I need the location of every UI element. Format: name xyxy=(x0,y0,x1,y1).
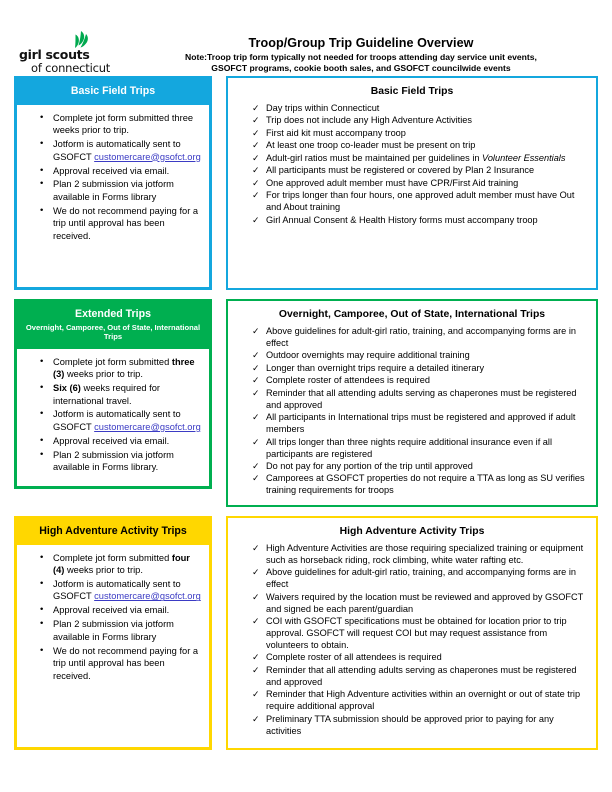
list-item-suffix: weeks required for international travel. xyxy=(53,383,160,406)
email-link[interactable]: customercare@gsofct.org xyxy=(94,591,201,602)
list-item: ✓ For trips longer than four hours, one approved adult member must have Out and About training xyxy=(266,190,588,214)
page-note-line2: GSOFCT programs, cookie booth sales, and GSOFCT councilwide events xyxy=(211,63,511,73)
detail-check-list xyxy=(236,103,588,227)
summary-card-body xyxy=(17,349,209,486)
page-note xyxy=(132,52,590,74)
list-item: ✓ All participants in International trips must be registered and approved if adult members xyxy=(266,412,588,436)
list-item xyxy=(53,356,201,381)
guideline-row-basic xyxy=(14,76,598,290)
list-item-bold: Six (6) xyxy=(53,383,81,394)
list-item: ✓ Day trips within Connecticut xyxy=(266,103,588,115)
detail-column-high-adventure xyxy=(226,516,598,750)
list-item: • Approval received via email. xyxy=(53,604,201,616)
list-item: ✓ All trips longer than three nights require additional insurance even if all participants are registered xyxy=(266,437,588,461)
list-item: • We do not recommend paying for a trip until approval has been received. xyxy=(53,205,201,242)
list-item-text: Jotform is automatically sent to GSOFCT xyxy=(53,578,181,602)
list-item: ✓ Trip does not include any High Adventure Activities xyxy=(266,115,588,127)
list-item-bold: three (3) xyxy=(53,356,195,380)
column-gap xyxy=(212,76,226,290)
summary-card-body xyxy=(17,545,209,747)
list-item: ✓ Preliminary TTA submission should be approved prior to paying for any activities xyxy=(266,714,588,738)
list-item: ✓ One approved adult member must have CPR/First Aid training xyxy=(266,178,588,190)
volunteer-essentials-emphasis: Volunteer Essentials xyxy=(482,152,566,163)
brand-logo xyxy=(14,30,132,76)
summary-card-body xyxy=(17,105,209,287)
list-item: ✓ Outdoor overnights may require additional training xyxy=(266,350,588,362)
summary-column-high-adventure xyxy=(14,516,212,750)
list-item: ✓ Above guidelines for adult-girl ratio, training, and accompanying forms are in effect xyxy=(266,326,588,350)
page-title: Troop/Group Trip Guideline Overview xyxy=(248,36,474,50)
list-item: • Plan 2 submission via jotform available in Forms library. xyxy=(53,449,201,474)
column-gap xyxy=(212,516,226,750)
list-item: ✓ Complete roster of all attendees is required xyxy=(266,652,588,664)
list-item: ✓ Complete roster of attendees is required xyxy=(266,375,588,387)
summary-card-title: Extended Trips xyxy=(75,308,151,320)
list-item: ✓ First aid kit must accompany troop xyxy=(266,128,588,140)
list-item xyxy=(53,382,201,407)
email-link[interactable]: customercare@gsofct.org xyxy=(94,151,201,162)
summary-card-title: High Adventure Activity Trips xyxy=(39,524,187,537)
detail-card-extended xyxy=(226,299,598,507)
list-item: ✓ Waivers required by the location must be reviewed and approved by GSOFCT and signed be each parent/guardian xyxy=(266,592,588,616)
list-item: ✓ Above guidelines for adult-girl ratio, training, and accompanying forms are in effect xyxy=(266,567,588,591)
summary-card-subtitle: Overnight, Camporee, Out of State, International Trips xyxy=(25,322,201,342)
list-item xyxy=(53,138,201,163)
list-item: ✓ High Adventure Activities are those requiring specialized training or equipment such as horseback riding, rock climbing, white water rafting etc. xyxy=(266,543,588,567)
list-item: • Approval received via email. xyxy=(53,435,201,447)
guideline-row-high-adventure xyxy=(14,516,598,750)
list-item-prefix: Complete jot form submitted xyxy=(53,552,172,563)
list-item: • Plan 2 submission via jotform available in Forms library xyxy=(53,178,201,203)
detail-card-title: High Adventure Activity Trips xyxy=(339,525,485,537)
summary-bullet-list xyxy=(25,356,201,474)
summary-card-high-adventure xyxy=(14,516,212,750)
summary-card-extended xyxy=(14,299,212,489)
summary-card-basic xyxy=(14,76,212,290)
list-item: ✓ Girl Annual Consent & Health History forms must accompany troop xyxy=(266,215,588,227)
email-link[interactable]: customercare@gsofct.org xyxy=(94,421,201,432)
summary-card-header-extended xyxy=(17,302,209,349)
detail-column-basic xyxy=(226,76,598,290)
list-item: ✓ At least one troop co-leader must be present on trip xyxy=(266,140,588,152)
list-item: ✓ All participants must be registered or covered by Plan 2 Insurance xyxy=(266,165,588,177)
brand-name-line2: of connecticut xyxy=(31,61,111,76)
list-item: ✓ Longer than overnight trips require a detailed itinerary xyxy=(266,363,588,375)
summary-bullet-list xyxy=(25,112,201,243)
list-item xyxy=(53,578,201,603)
summary-card-header-high-adventure xyxy=(17,519,209,545)
list-item: ✓ Reminder that all attending adults serving as chaperones must be registered and approved xyxy=(266,665,588,689)
list-item: • Plan 2 submission via jotform available in Forms library xyxy=(53,618,201,643)
detail-check-list xyxy=(236,543,588,738)
guideline-table xyxy=(0,76,612,750)
list-item-suffix: weeks prior to trip. xyxy=(64,369,143,380)
summary-column-extended xyxy=(14,299,212,507)
summary-column-basic xyxy=(14,76,212,290)
list-item: ✓ Do not pay for any portion of the trip until approved xyxy=(266,461,588,473)
page-note-line1: Note:Troop trip form typically not needed for troops attending day service unit events, xyxy=(185,52,537,62)
summary-card-header-basic xyxy=(17,79,209,105)
brand-wordmark xyxy=(19,48,110,74)
list-item: ✓ COI with GSOFCT specifications must be obtained for location prior to trip approval. GSOFCT will request COI but may request assistance from volunteers to obtain. xyxy=(266,616,588,652)
list-item: ✓ Camporees at GSOFCT properties do not require a TTA as long as SU verifies training requirements for troops xyxy=(266,473,588,497)
list-item-bold: four (4) xyxy=(53,552,190,575)
list-item xyxy=(53,408,201,433)
detail-column-extended xyxy=(226,299,598,507)
list-item: • Approval received via email. xyxy=(53,165,201,177)
list-item: ✓ Reminder that High Adventure activities within an overnight or out of state trip require additional approval xyxy=(266,689,588,713)
list-item: ✓ Reminder that all attending adults serving as chaperones must be registered and approved xyxy=(266,388,588,412)
summary-bullet-list xyxy=(25,552,201,683)
list-item xyxy=(53,552,201,577)
page-header xyxy=(0,0,612,76)
summary-card-title: Basic Field Trips xyxy=(70,85,156,97)
title-block xyxy=(132,30,598,74)
detail-card-high-adventure xyxy=(226,516,598,750)
detail-check-list xyxy=(236,326,588,497)
brand-name-line1: girl scouts xyxy=(19,47,90,62)
detail-card-title: Overnight, Camporee, Out of State, International Trips xyxy=(278,309,546,320)
detail-card-basic xyxy=(226,76,598,290)
guideline-row-extended xyxy=(14,299,598,507)
list-item: • We do not recommend paying for a trip until approval has been received. xyxy=(53,645,201,682)
list-item-text: Jotform is automatically sent to GSOFCT xyxy=(53,139,181,162)
list-item: ✓ Adult-girl ratios must be maintained per guidelines in Volunteer Essentials xyxy=(266,153,588,165)
list-item-suffix: weeks prior to trip. xyxy=(64,565,143,575)
list-item-text: Jotform is automatically sent to GSOFCT xyxy=(53,409,181,432)
list-item-prefix: Complete jot form submitted xyxy=(53,356,172,367)
detail-card-title: Basic Field Trips xyxy=(370,86,454,97)
list-item: • Complete jot form submitted three weeks prior to trip. xyxy=(53,112,201,137)
column-gap xyxy=(212,299,226,507)
